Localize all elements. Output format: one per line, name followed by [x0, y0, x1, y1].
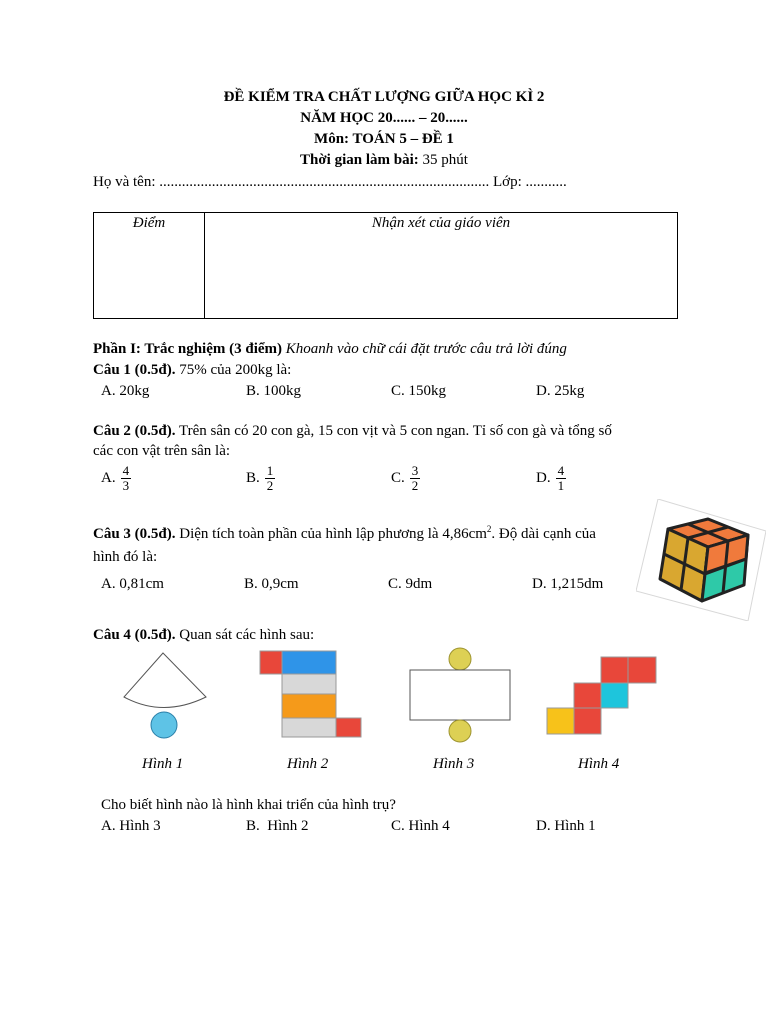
rubik-cube-image [636, 499, 766, 621]
q4-option-c[interactable]: C. Hình 4 [391, 818, 450, 834]
q1-option-d[interactable]: D. 25kg [536, 383, 585, 399]
name-class-line: Họ và tên: ........................................................................................ Lớp: ........... [93, 174, 567, 190]
denominator: 2 [411, 477, 419, 493]
q2-label: Câu 2 (0.5đ). [93, 423, 176, 439]
question-3 [93, 519, 596, 544]
denominator: 2 [266, 477, 274, 493]
part1-title: Phần I: Trắc nghiệm (3 điểm) [93, 341, 283, 357]
q1-option-a[interactable]: A. 20kg [101, 383, 150, 399]
q2-option-c-letter: C. [391, 469, 405, 486]
fraction [556, 464, 567, 493]
q3-text-part2: . Độ dài cạnh của [491, 526, 596, 542]
grade-table [93, 212, 678, 319]
q3-label: Câu 3 (0.5đ). [93, 526, 176, 542]
score-cell: Điểm [94, 213, 205, 319]
figure-2-cube-net [259, 650, 363, 740]
exam-title: ĐỀ KIỂM TRA CHẤT LƯỢNG GIỮA HỌC KÌ 2 [223, 89, 545, 105]
fraction [265, 464, 276, 493]
q2-option-b-letter: B. [246, 469, 260, 486]
q4-label: Câu 4 (0.5đ). [93, 627, 176, 643]
denominator: 1 [557, 477, 565, 493]
q3-text-part1: Diện tích toàn phần của hình lập phương là 4,86cm [179, 526, 487, 542]
q2-option-c[interactable] [391, 461, 420, 495]
figure-2-caption: Hình 2 [287, 756, 329, 772]
q1-text: 75% của 200kg là: [179, 362, 292, 378]
q4-option-d[interactable]: D. Hình 1 [536, 818, 596, 834]
part1-heading [93, 339, 567, 359]
q3-option-b[interactable]: B. 0,9cm [244, 576, 299, 592]
q3-text [179, 526, 596, 542]
q4-text: Quan sát các hình sau: [179, 627, 315, 643]
question-4 [93, 625, 314, 645]
figure-4-caption: Hình 4 [578, 756, 620, 772]
figure-3-caption: Hình 3 [433, 756, 475, 772]
time-line [0, 150, 768, 170]
q1-option-b[interactable]: B. 100kg [246, 383, 302, 399]
school-year: NĂM HỌC 20...... – 20...... [300, 110, 468, 126]
q2-text-cont: các con vật trên sân là: [93, 443, 231, 459]
teacher-comment-cell: Nhận xét của giáo viên [205, 213, 678, 319]
q2-option-d[interactable] [536, 461, 566, 495]
numerator: 4 [122, 462, 130, 478]
q3-text-cont: hình đó là: [93, 549, 158, 565]
numerator: 3 [411, 462, 419, 478]
q4-option-b[interactable]: B. Hình 2 [246, 818, 309, 834]
part1-instruction: Khoanh vào chữ cái đặt trước câu trả lời đúng [285, 341, 567, 357]
figure-4-cube-net [545, 655, 659, 737]
numerator: 1 [266, 462, 274, 478]
q4-question: Cho biết hình nào là hình khai triển của hình trụ? [101, 797, 396, 813]
q2-text: Trên sân có 20 con gà, 15 con vịt và 5 con ngan. Tỉ số con gà và tổng số [179, 423, 612, 439]
figure-3-cylinder-net [405, 645, 515, 745]
q3-option-c[interactable]: C. 9dm [388, 576, 433, 592]
superscript: 2 [486, 524, 492, 534]
q2-option-d-letter: D. [536, 469, 551, 486]
fraction [410, 464, 421, 493]
time-label: Thời gian làm bài: [300, 152, 419, 168]
figure-1-cone-net [118, 650, 213, 746]
fraction [121, 464, 132, 493]
denominator: 3 [122, 477, 130, 493]
q1-label: Câu 1 (0.5đ). [93, 362, 176, 378]
q2-option-b[interactable] [246, 461, 275, 495]
time-value: 35 phút [422, 152, 468, 168]
question-1 [93, 360, 291, 380]
figure-1-caption: Hình 1 [142, 756, 184, 772]
q3-option-a[interactable]: A. 0,81cm [101, 576, 164, 592]
q1-option-c[interactable]: C. 150kg [391, 383, 447, 399]
q2-option-a-letter: A. [101, 469, 116, 486]
numerator: 4 [557, 462, 565, 478]
q2-option-a[interactable] [101, 461, 131, 495]
q4-option-a[interactable]: A. Hình 3 [101, 818, 161, 834]
question-2 [93, 421, 612, 441]
subject: Môn: TOÁN 5 – ĐỀ 1 [314, 131, 454, 147]
q3-option-d[interactable]: D. 1,215dm [532, 576, 604, 592]
